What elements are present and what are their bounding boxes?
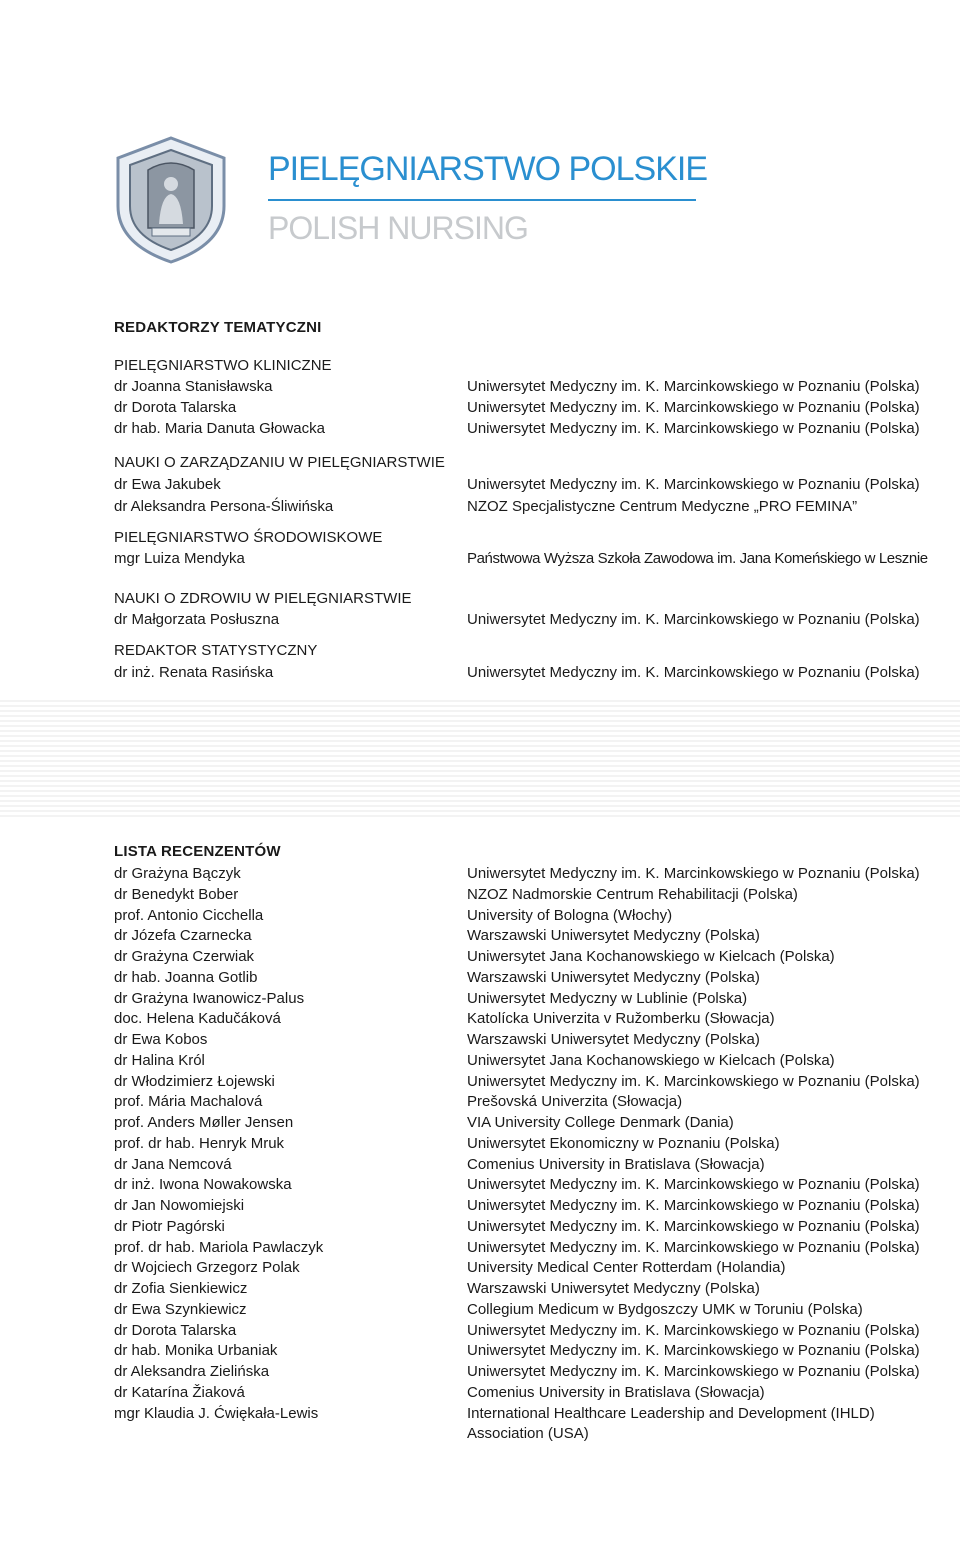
reviewer-institution: VIA University College Denmark (Dania) <box>467 1114 734 1131</box>
editor-left-text: dr Dorota Talarska <box>114 399 237 416</box>
reviewers-heading: LISTA RECENZENTÓW <box>114 843 281 860</box>
reviewer-institution: University of Bologna (Włochy) <box>467 906 673 924</box>
editor-affiliation: Uniwersytet Medyczny im. K. Marcinkowskiego w Poznaniu (Polska) <box>467 420 920 437</box>
journal-title-english: POLISH NURSING <box>268 210 528 246</box>
reviewer-name: dr Grażyna Iwanowicz-Palus <box>114 989 305 1007</box>
reviewer-name: dr Grażyna Bączyk <box>114 865 241 882</box>
reviewer-name: prof. Mária Machalová <box>114 1093 263 1111</box>
editor-left-text: mgr Luiza Mendyka <box>114 550 245 567</box>
reviewer-institution: University Medical Center Rotterdam (Holandia) <box>467 1259 786 1277</box>
university-seal-icon <box>112 136 230 264</box>
editor-left-text: NAUKI O ZARZĄDZANIU W PIELĘGNIARSTWIE <box>114 454 445 471</box>
editor-affiliation: Uniwersytet Medyczny im. K. Marcinkowskiego w Poznaniu (Polska) <box>467 664 920 681</box>
reviewer-name: dr Aleksandra Zielińska <box>114 1363 270 1380</box>
editor-left-text: dr inż. Renata Rasińska <box>114 664 274 681</box>
reviewer-institution: Warszawski Uniwersytet Medyczny (Polska) <box>467 927 760 945</box>
reviewer-name: dr Józefa Czarnecka <box>114 927 252 945</box>
reviewer-name: dr Jan Nowomiejski <box>114 1197 245 1214</box>
reviewer-institution: Warszawski Uniwersytet Medyczny (Polska) <box>467 1031 760 1048</box>
reviewer-name: dr hab. Monika Urbaniak <box>114 1342 278 1360</box>
reviewer-institution: Uniwersytet Medyczny im. K. Marcinkowskiego w Poznaniu (Polska) <box>467 1342 920 1360</box>
reviewer-names-list <box>114 864 323 1424</box>
reviewer-institution: Warszawski Uniwersytet Medyczny (Polska) <box>467 1280 760 1297</box>
reviewer-institution: Uniwersytet Medyczny im. K. Marcinkowskiego w Poznaniu (Polska) <box>467 1217 920 1235</box>
reviewer-name: prof. dr hab. Mariola Pawlaczyk <box>114 1238 324 1256</box>
editor-affiliation: Uniwersytet Medyczny im. K. Marcinkowskiego w Poznaniu (Polska) <box>467 378 920 395</box>
reviewer-institution: Uniwersytet Medyczny w Lublinie (Polska) <box>467 989 748 1007</box>
reviewer-institution: Uniwersytet Medyczny im. K. Marcinkowskiego w Poznaniu (Polska) <box>467 1238 920 1256</box>
reviewer-name: prof. dr hab. Henryk Mruk <box>114 1134 285 1152</box>
reviewer-institution: Prešovská Univerzita (Słowacja) <box>467 1093 683 1111</box>
reviewer-name: prof. Anders Møller Jensen <box>114 1114 294 1131</box>
editor-left-text: NAUKI O ZDROWIU W PIELĘGNIARSTWIE <box>114 590 412 607</box>
editor-affiliation: Uniwersytet Medyczny im. K. Marcinkowskiego w Poznaniu (Polska) <box>467 476 920 493</box>
editor-left-text: REDAKTOR STATYSTYCZNY <box>114 642 318 659</box>
reviewer-institution: Collegium Medicum w Bydgoszczy UMK w Toruniu (Polska) <box>467 1300 863 1318</box>
reviewer-institution: Katolícka Univerzita v Ružomberku (Słowacja) <box>467 1010 775 1028</box>
editor-affiliation: NZOZ Specjalistyczne Centrum Medyczne „PRO FEMINA” <box>467 498 858 515</box>
reviewer-name: dr Wojciech Grzegorz Polak <box>114 1259 300 1277</box>
editor-left-text: PIELĘGNIARSTWO KLINICZNE <box>114 357 332 374</box>
reviewer-name: dr Włodzimierz Łojewski <box>114 1072 275 1090</box>
reviewer-institution: Comenius University in Bratislava (Słowacja) <box>467 1155 765 1173</box>
reviewer-institution: Warszawski Uniwersytet Medyczny (Polska) <box>467 968 760 986</box>
reviewer-name: dr Grażyna Czerwiak <box>114 948 255 965</box>
editor-left-text: dr hab. Maria Danuta Głowacka <box>114 420 325 437</box>
reviewer-name: dr Dorota Talarska <box>114 1321 237 1339</box>
reviewer-name: doc. Helena Kadučáková <box>114 1010 281 1028</box>
reviewer-name: dr Halina Król <box>114 1051 205 1069</box>
reviewer-name: dr Ewa Kobos <box>114 1031 208 1048</box>
reviewer-name: dr Ewa Szynkiewicz <box>114 1300 247 1318</box>
editor-affiliation: Uniwersytet Medyczny im. K. Marcinkowskiego w Poznaniu (Polska) <box>467 399 920 416</box>
reviewer-institution: Uniwersytet Jana Kochanowskiego w Kielcach (Polska) <box>467 1051 835 1069</box>
reviewer-institution: Uniwersytet Medyczny im. K. Marcinkowskiego w Poznaniu (Polska) <box>467 1197 920 1214</box>
reviewer-institution: Uniwersytet Medyczny im. K. Marcinkowskiego w Poznaniu (Polska) <box>467 1176 920 1194</box>
editor-affiliation: Państwowa Wyższa Szkoła Zawodowa im. Jana Komeńskiego w Lesznie <box>467 550 928 567</box>
reviewer-institutions-list <box>467 864 920 1445</box>
reviewer-institution: Uniwersytet Medyczny im. K. Marcinkowskiego w Poznaniu (Polska) <box>467 1363 920 1380</box>
reviewer-name: mgr Klaudia J. Ćwiękała-Lewis <box>114 1404 319 1422</box>
reviewer-name: dr inż. Iwona Nowakowska <box>114 1176 292 1194</box>
reviewer-institution: Uniwersytet Jana Kochanowskiego w Kielcach (Polska) <box>467 948 835 965</box>
reviewer-institution: Association (USA) <box>467 1425 589 1443</box>
editors-heading: REDAKTORZY TEMATYCZNI <box>114 319 322 336</box>
journal-title-polish: PIELĘGNIARSTWO POLSKIE <box>268 150 708 188</box>
reviewer-name: dr Katarína Žiaková <box>114 1383 245 1401</box>
reviewer-name: dr Benedykt Bober <box>114 885 239 903</box>
reviewer-institution: NZOZ Nadmorskie Centrum Rehabilitacji (Polska) <box>467 885 798 903</box>
reviewer-name: prof. Antonio Cicchella <box>114 906 264 924</box>
editor-affiliation: Uniwersytet Medyczny im. K. Marcinkowskiego w Poznaniu (Polska) <box>467 611 920 628</box>
title-underline <box>268 199 696 201</box>
reviewer-name: dr Zofia Sienkiewicz <box>114 1280 248 1297</box>
editor-left-text: PIELĘGNIARSTWO ŚRODOWISKOWE <box>114 529 383 546</box>
reviewer-name: dr hab. Joanna Gotlib <box>114 968 258 986</box>
reviewer-institution: Uniwersytet Ekonomiczny w Poznaniu (Polska) <box>467 1134 780 1152</box>
editor-left-text: dr Joanna Stanisławska <box>114 378 273 395</box>
reviewer-institution: Uniwersytet Medyczny im. K. Marcinkowskiego w Poznaniu (Polska) <box>467 1072 920 1090</box>
reviewer-institution: International Healthcare Leadership and Development (IHLD) <box>467 1404 875 1422</box>
reviewer-institution: Comenius University in Bratislava (Słowacja) <box>467 1383 765 1401</box>
editor-left-text: dr Aleksandra Persona-Śliwińska <box>114 498 334 515</box>
decorative-stripes <box>0 700 960 820</box>
reviewer-name: dr Jana Nemcová <box>114 1155 232 1173</box>
editor-left-text: dr Ewa Jakubek <box>114 476 221 493</box>
reviewer-institution: Uniwersytet Medyczny im. K. Marcinkowskiego w Poznaniu (Polska) <box>467 1321 920 1339</box>
reviewer-name: dr Piotr Pagórski <box>114 1217 225 1235</box>
editor-left-text: dr Małgorzata Posłuszna <box>114 611 280 628</box>
reviewer-institution: Uniwersytet Medyczny im. K. Marcinkowskiego w Poznaniu (Polska) <box>467 865 920 882</box>
